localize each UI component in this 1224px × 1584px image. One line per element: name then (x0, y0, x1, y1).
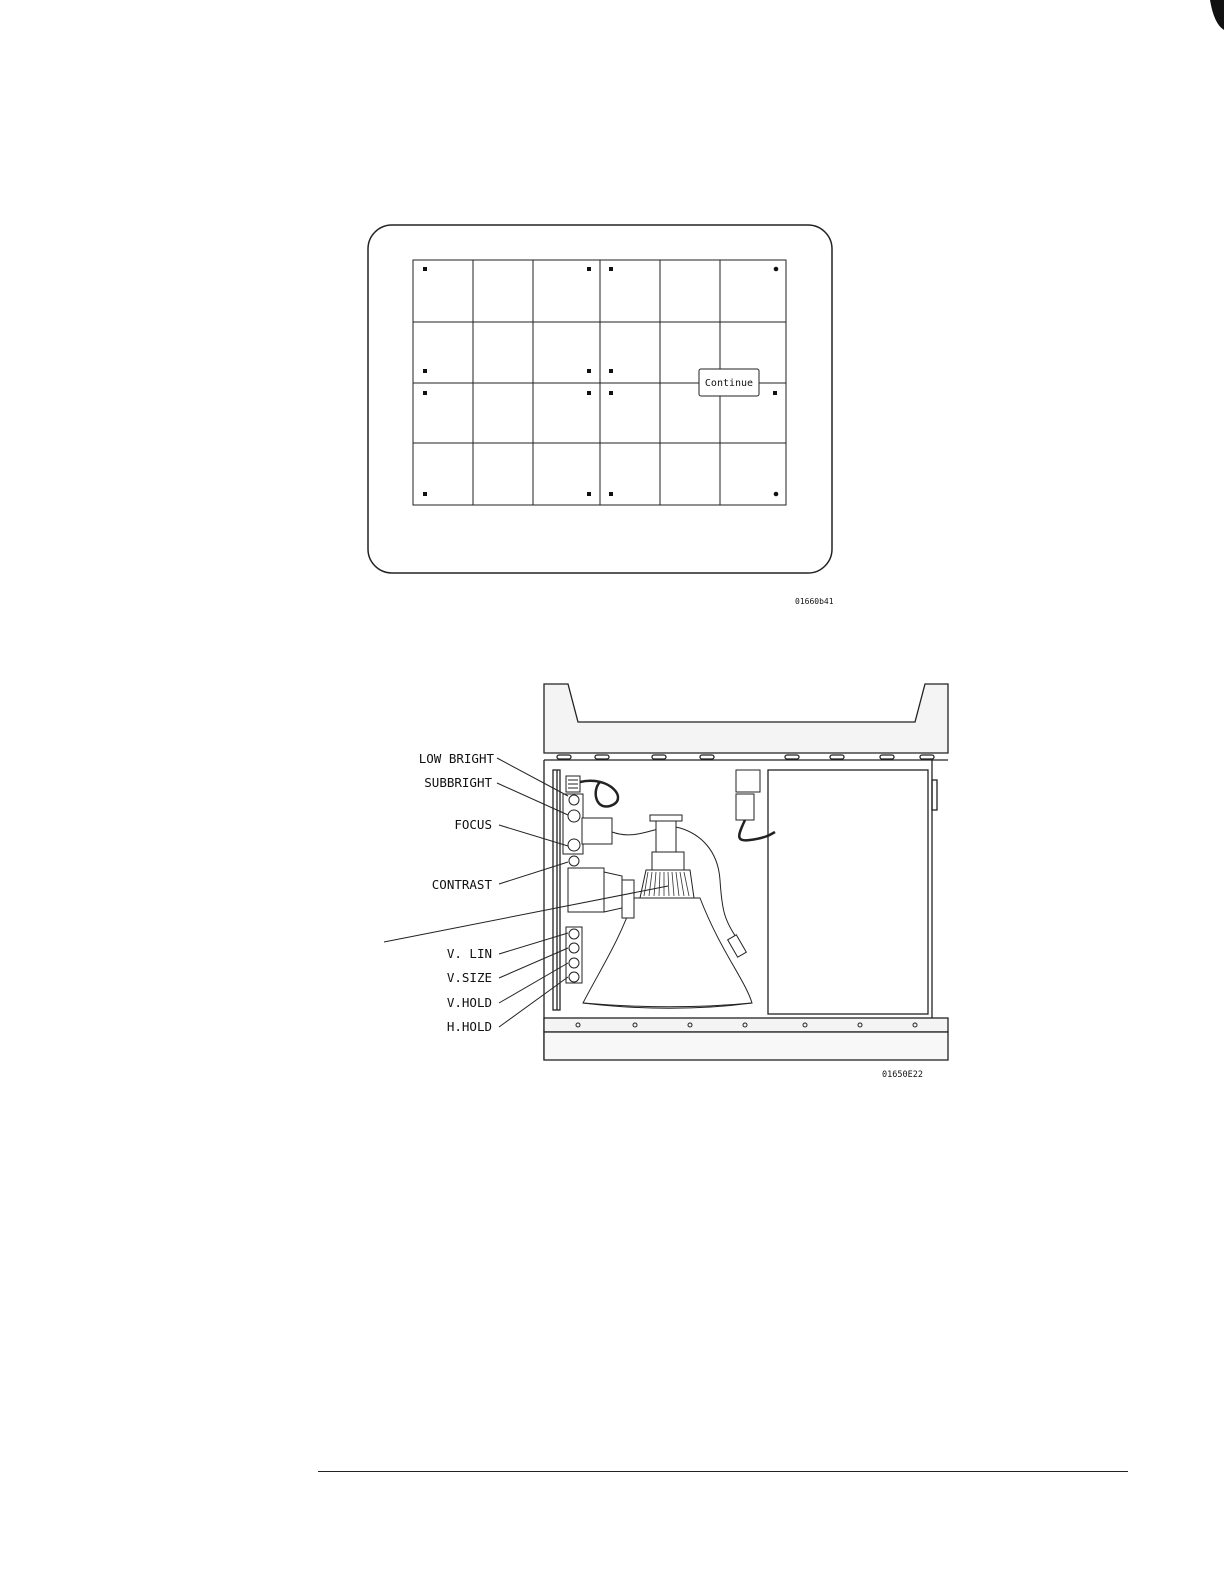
continue-button-label: Continue (704, 378, 754, 389)
footer-divider (318, 1471, 1128, 1472)
label-low-bright: LOW BRIGHT (418, 751, 494, 766)
label-focus: FOCUS (454, 817, 492, 832)
label-v-lin: V. LIN (446, 946, 492, 961)
label-h-hold: H.HOLD (446, 1019, 492, 1034)
label-v-size: V.SIZE (446, 970, 492, 985)
lower-adjustment-pots (566, 927, 582, 983)
label-subbright: SUBBRIGHT (424, 775, 492, 790)
anode-connector (728, 935, 747, 957)
figure1-id: 01660b41 (795, 597, 834, 606)
label-v-hold: V.HOLD (446, 995, 492, 1010)
label-contrast: CONTRAST (431, 877, 492, 892)
figure2-id: 01650E22 (882, 1070, 923, 1080)
